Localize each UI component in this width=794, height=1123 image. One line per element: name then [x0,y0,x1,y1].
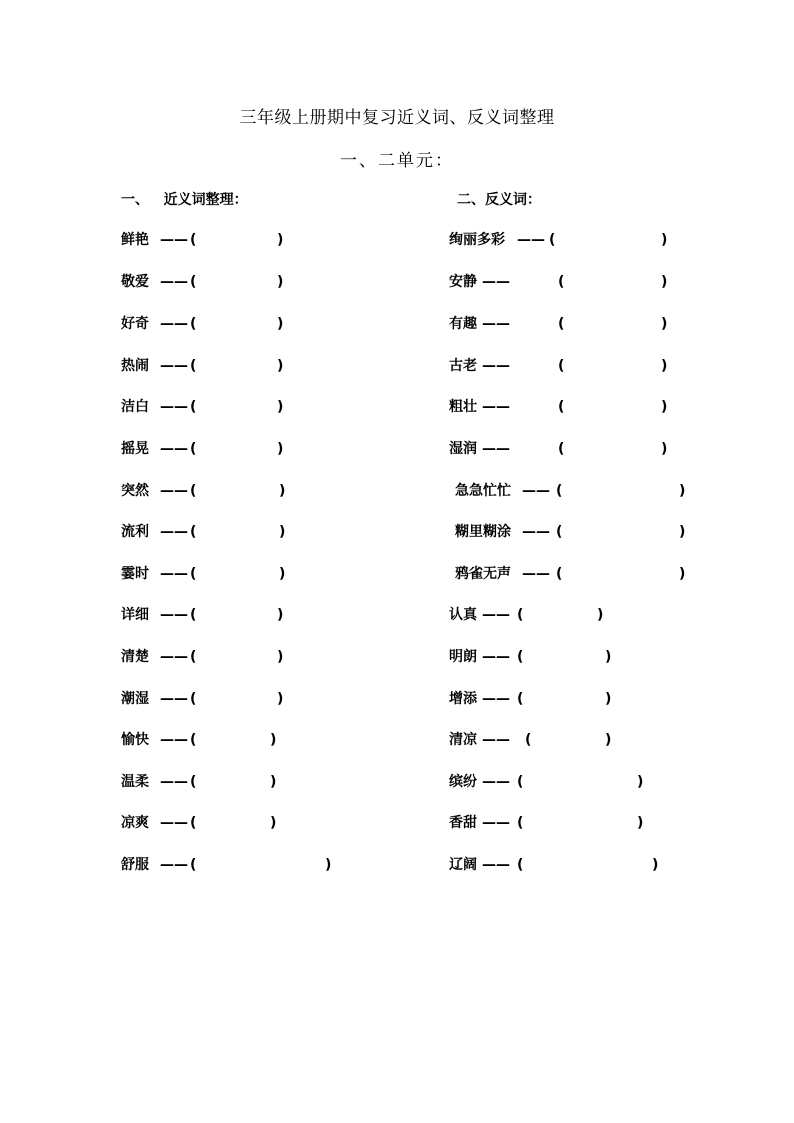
synonym-word: 愉快 [121,732,149,748]
dash-separator: —— [160,316,188,332]
answer-close-paren: ) [277,649,284,665]
dash-separator: —— [160,649,188,665]
answer-close-paren: ) [279,524,286,540]
dash-separator: —— [517,232,545,248]
antonym-row [0,563,794,585]
answer-open-paren: ( [190,232,197,248]
dash-separator: —— [160,524,188,540]
answer-close-paren: ) [279,566,286,582]
answer-open-paren: ( [190,732,197,748]
antonym-row [0,854,794,876]
answer-open-paren: ( [190,649,197,665]
antonym-word: 认真 [449,607,477,623]
antonym-word: 安静 [449,274,477,290]
dash-separator: —— [482,607,510,623]
dash-separator: —— [482,732,510,748]
answer-open-paren: ( [558,399,565,415]
antonym-row [0,313,794,335]
answer-open-paren: ( [558,358,565,374]
answer-close-paren: ) [277,691,284,707]
answer-close-paren: ) [270,815,277,831]
answer-close-paren: ) [637,774,644,790]
answer-close-paren: ) [277,232,284,248]
dash-separator: —— [482,857,510,873]
answer-close-paren: ) [277,274,284,290]
antonyms-heading: 二、反义词： [457,192,541,208]
answer-close-paren: ) [679,483,686,499]
answer-close-paren: ) [277,399,284,415]
antonym-row [0,438,794,460]
answer-close-paren: ) [597,607,604,623]
answer-open-paren: ( [190,399,197,415]
answer-open-paren: ( [190,441,197,457]
synonym-word: 清楚 [121,649,149,665]
answer-open-paren: ( [190,524,197,540]
synonym-word: 流利 [121,524,149,540]
answer-open-paren: ( [190,274,197,290]
answer-open-paren: ( [556,524,563,540]
dash-separator: —— [482,441,510,457]
dash-separator: —— [160,274,188,290]
answer-close-paren: ) [652,857,659,873]
dash-separator: —— [160,857,188,873]
synonym-word: 敬爱 [121,274,149,290]
answer-close-paren: ) [277,441,284,457]
answer-open-paren: ( [517,691,524,707]
answer-close-paren: ) [279,483,286,499]
antonym-row [0,812,794,834]
antonym-row [0,729,794,751]
synonym-word: 凉爽 [121,815,149,831]
antonym-row [0,521,794,543]
antonym-word: 绚丽多彩 [449,232,505,248]
antonym-word: 香甜 [449,815,477,831]
dash-separator: —— [482,274,510,290]
synonym-word: 详细 [121,607,149,623]
antonym-row [0,355,794,377]
answer-open-paren: ( [190,607,197,623]
answer-open-paren: ( [558,274,565,290]
antonym-word: 古老 [449,358,477,374]
synonym-word: 霎时 [121,566,149,582]
antonym-row [0,604,794,626]
answer-close-paren: ) [277,316,284,332]
antonym-word: 湿润 [449,441,477,457]
synonym-word: 潮湿 [121,691,149,707]
antonym-row [0,271,794,293]
answer-open-paren: ( [190,815,197,831]
antonym-word: 缤纷 [449,774,477,790]
answer-close-paren: ) [277,358,284,374]
dash-separator: —— [522,524,550,540]
answer-open-paren: ( [558,316,565,332]
antonym-row [0,229,794,251]
answer-close-paren: ) [679,524,686,540]
answer-close-paren: ) [270,774,277,790]
dash-separator: —— [160,607,188,623]
answer-open-paren: ( [190,774,197,790]
synonym-word: 热闹 [121,358,149,374]
answer-open-paren: ( [517,815,524,831]
answer-open-paren: ( [190,857,197,873]
synonym-word: 摇晃 [121,441,149,457]
dash-separator: —— [160,566,188,582]
unit-subtitle: 一、二单元： [340,151,454,171]
answer-open-paren: ( [190,483,197,499]
antonym-row [0,646,794,668]
answer-close-paren: ) [661,274,668,290]
answer-open-paren: ( [525,732,532,748]
antonym-word: 清凉 [449,732,477,748]
dash-separator: —— [160,232,188,248]
antonym-word: 粗壮 [449,399,477,415]
antonym-word: 明朗 [449,649,477,665]
dash-separator: —— [160,774,188,790]
antonym-word: 增添 [449,691,477,707]
answer-open-paren: ( [190,566,197,582]
antonym-row [0,688,794,710]
dash-separator: —— [160,732,188,748]
answer-close-paren: ) [661,358,668,374]
antonym-word: 鸦雀无声 [455,566,511,582]
dash-separator: —— [522,483,550,499]
antonym-row [0,771,794,793]
answer-open-paren: ( [517,857,524,873]
dash-separator: —— [160,691,188,707]
dash-separator: —— [482,774,510,790]
answer-close-paren: ) [637,815,644,831]
synonym-word: 温柔 [121,774,149,790]
answer-close-paren: ) [325,857,332,873]
answer-open-paren: ( [517,649,524,665]
synonym-word: 舒服 [121,857,149,873]
synonyms-heading: 一、 近义词整理： [121,192,248,208]
dash-separator: —— [522,566,550,582]
answer-open-paren: ( [556,483,563,499]
antonym-word: 辽阔 [449,857,477,873]
dash-separator: —— [482,316,510,332]
dash-separator: —— [482,649,510,665]
antonym-word: 有趣 [449,316,477,332]
answer-open-paren: ( [556,566,563,582]
antonym-row [0,480,794,502]
antonym-word: 糊里糊涂 [455,524,511,540]
antonym-word: 急急忙忙 [455,483,511,499]
answer-open-paren: ( [190,691,197,707]
answer-close-paren: ) [605,691,612,707]
dash-separator: —— [482,358,510,374]
answer-open-paren: ( [517,774,524,790]
answer-close-paren: ) [277,607,284,623]
dash-separator: —— [160,815,188,831]
dash-separator: —— [482,691,510,707]
dash-separator: —— [160,441,188,457]
answer-open-paren: ( [517,607,524,623]
answer-open-paren: ( [549,232,556,248]
answer-close-paren: ) [661,441,668,457]
answer-close-paren: ) [679,566,686,582]
answer-open-paren: ( [190,316,197,332]
dash-separator: —— [160,483,188,499]
answer-close-paren: ) [661,232,668,248]
answer-open-paren: ( [190,358,197,374]
synonym-word: 突然 [121,483,149,499]
answer-close-paren: ) [270,732,277,748]
answer-close-paren: ) [605,732,612,748]
page-title: 三年级上册期中复习近义词、反义词整理 [239,108,555,128]
synonym-word: 好奇 [121,316,149,332]
answer-open-paren: ( [558,441,565,457]
dash-separator: —— [482,815,510,831]
synonym-word: 鲜艳 [121,232,149,248]
dash-separator: —— [160,399,188,415]
dash-separator: —— [482,399,510,415]
answer-close-paren: ) [605,649,612,665]
answer-close-paren: ) [661,316,668,332]
dash-separator: —— [160,358,188,374]
synonym-word: 洁白 [121,399,149,415]
antonym-row [0,396,794,418]
answer-close-paren: ) [661,399,668,415]
